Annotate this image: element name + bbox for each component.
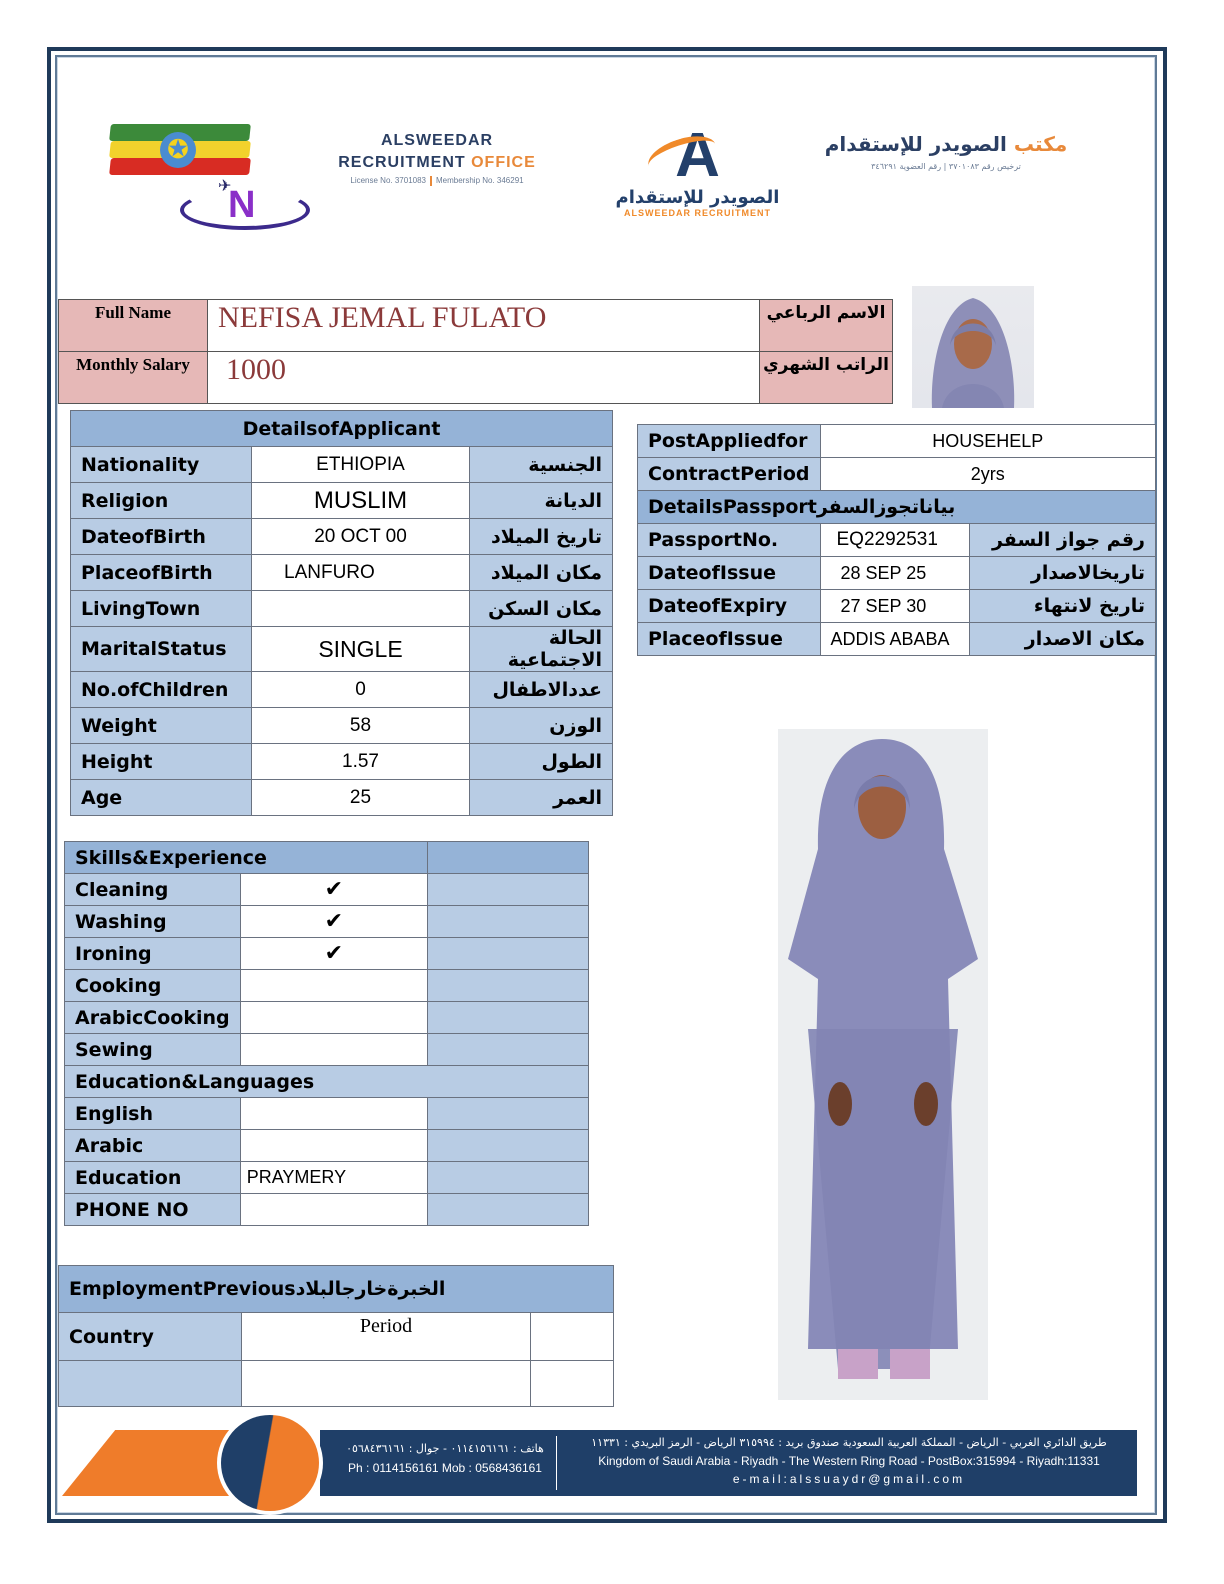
footer-email: e-mail:alssuaydr@gmail.com: [732, 1472, 966, 1486]
table-row: Ironing ✔: [65, 938, 589, 970]
full-name-label: Full Name: [59, 300, 208, 352]
table-row: Cleaning ✔: [65, 874, 589, 906]
passport-number-value: EQ2292531: [820, 524, 970, 557]
table-row: ContractPeriod 2yrs: [638, 458, 1156, 491]
skills-title: Skills&Experience: [65, 842, 428, 874]
skills-table: [64, 841, 589, 1226]
nationality-value: ETHIOPIA: [252, 447, 470, 483]
table-row: No.ofChildren 0 عددالاطفال: [71, 672, 613, 708]
passport-section-title: DetailsPassportبياناتجوزالسفر: [638, 491, 1156, 524]
marital-status-value: SINGLE: [252, 627, 470, 672]
children-value: 0: [252, 672, 470, 708]
table-row: Arabic: [65, 1130, 589, 1162]
table-row: Washing ✔: [65, 906, 589, 938]
table-row: Country Period: [59, 1313, 614, 1361]
issue-date-value: 28 SEP 25: [820, 557, 970, 590]
religion-value: MUSLIM: [252, 483, 470, 519]
ethiopia-flag-logo: [110, 124, 250, 176]
applicant-full-body-photo: [778, 729, 988, 1400]
living-town-value: [252, 591, 470, 627]
table-row: DateofIssue 28 SEP 25 تاريخالاصدار: [638, 557, 1156, 590]
applicant-table-title: DetailsofApplicant: [71, 411, 613, 447]
salary-label: Monthly Salary: [59, 352, 208, 404]
table-row: PHONE NO: [65, 1194, 589, 1226]
full-name-label-ar: الاسم الرباعي: [760, 300, 893, 352]
table-row: Sewing: [65, 1034, 589, 1066]
education-value: PRAYMERY: [240, 1162, 427, 1194]
footer-address: طريق الدائري الغربي - الرياض - المملكة العربية السعودية صندوق بريد : ٣١٥٩٩٤ الرياض - الرمز البريدي : ١١٣٣١ Kingdom of Saudi Arabia - Riyadh - The Western Ring Road - PostBox:315994 - Riyadh:11331 e-mail:alssuaydr@gmail.com: [566, 1436, 1132, 1486]
n-agency-logo: ✈ N: [180, 182, 312, 232]
airplane-icon: ✈: [218, 176, 232, 195]
full-name-value: NEFISA JEMAL FULATO: [208, 300, 760, 352]
table-row: DateofExpiry 27 SEP 30 تاريخ لانتهاء: [638, 590, 1156, 623]
age-value: 25: [252, 780, 470, 816]
license-number: License No. 3701083: [350, 176, 426, 186]
brand-english: ALSWEEDAR RECRUITMENT OFFICE License No. 3701083 Membership No. 346291: [338, 132, 536, 186]
table-row: PlaceofIssue ADDIS ABABA مكان الاصدار: [638, 623, 1156, 656]
phone-value: [240, 1194, 427, 1226]
place-of-birth-value: LANFURO: [252, 555, 470, 591]
education-languages-title: Education&Languages: [65, 1066, 589, 1098]
table-row: PassportNo. EQ2292531 رقم جواز السفر: [638, 524, 1156, 557]
dob-value: 20 OCT 00: [252, 519, 470, 555]
table-row: Age 25 العمر: [71, 780, 613, 816]
brand-office: OFFICE: [471, 154, 536, 171]
table-row: LivingTown مكان السكن: [71, 591, 613, 627]
applicant-details-table: [70, 410, 613, 816]
post-passport-table: [637, 424, 1156, 656]
weight-value: 58: [252, 708, 470, 744]
footer-phone: هاتف : ٠١١٤١٥٦١٦١ - جوال : ٠٥٦٨٤٣٦١٦١ Ph : 0114156161 Mob : 0568436161: [346, 1442, 544, 1475]
table-row: Cooking: [65, 970, 589, 1002]
height-value: 1.57: [252, 744, 470, 780]
previous-employment-table: [58, 1265, 614, 1407]
table-row: PlaceofBirth LANFURO مكان الميلاد: [71, 555, 613, 591]
table-row: MaritalStatus SINGLE الحالة الاجتماعية: [71, 627, 613, 672]
washing-check-icon: ✔: [240, 906, 427, 938]
salary-label-ar: الراتب الشهري: [760, 352, 893, 404]
table-row: Religion MUSLIM الديانة: [71, 483, 613, 519]
table-row: English: [65, 1098, 589, 1130]
brand-recruitment: RECRUITMENT: [338, 154, 466, 171]
table-row: [59, 1361, 614, 1407]
table-row: Nationality ETHIOPIA الجنسية: [71, 447, 613, 483]
cleaning-check-icon: ✔: [240, 874, 427, 906]
table-row: Education PRAYMERY: [65, 1162, 589, 1194]
period-header: Period: [242, 1313, 531, 1361]
star-emblem-icon: ✪: [160, 132, 196, 168]
alsweedar-a-logo: A الصويدر للإستقدام ALSWEEDAR RECRUITMENT: [615, 121, 780, 218]
ironing-check-icon: ✔: [240, 938, 427, 970]
full-name-row: [59, 300, 893, 352]
brand-arabic: مكتب الصويدر للإستقدام ترخيص رقم ٣٧٠١٠٨٣ | رقم العضوية ٣٤٦٢٩١: [824, 132, 1068, 171]
table-row: DateofBirth 20 OCT 00 تاريخ الميلاد: [71, 519, 613, 555]
table-row: ArabicCooking: [65, 1002, 589, 1034]
table-row: Weight 58 الوزن: [71, 708, 613, 744]
footer-divider: [556, 1436, 557, 1490]
expiry-date-value: 27 SEP 30: [820, 590, 970, 623]
table-row: PostAppliedfor HOUSEHELP: [638, 425, 1156, 458]
footer-logo-circle-icon: [217, 1411, 323, 1515]
contract-period-value: 2yrs: [820, 458, 1156, 491]
place-of-issue-value: ADDIS ABABA: [820, 623, 970, 656]
identity-table: [58, 299, 893, 404]
membership-number: Membership No. 346291: [436, 176, 524, 186]
salary-value: 1000: [208, 352, 760, 404]
salary-row: [59, 352, 893, 404]
applicant-portrait-photo: [912, 286, 1034, 408]
employment-title: EmploymentPreviousالخبرةخارجالبلاد: [59, 1266, 614, 1313]
post-applied-value: HOUSEHELP: [820, 425, 1156, 458]
table-row: Height 1.57 الطول: [71, 744, 613, 780]
